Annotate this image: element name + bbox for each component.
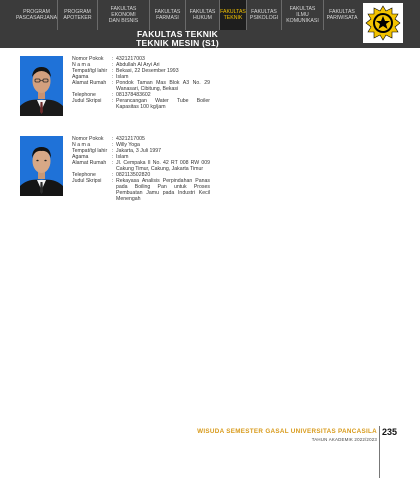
field-label: Nomor Pokok xyxy=(72,136,104,142)
footer-divider xyxy=(379,426,380,478)
detail-row: Nomor Pokok : 4321217003 xyxy=(72,56,220,62)
detail-row: Alamat Rumah : Jl. Cempaka II No. 42 RT 008 RW 009 Cakung Timur, Cakung, Jakarta Timur xyxy=(72,160,210,172)
detail-row: Agama : Islam xyxy=(72,74,220,80)
detail-row: Judul Skripsi : Perancangan Water Tube Boiler Kapasitas 100 kg/jam xyxy=(72,98,210,110)
field-value: 081378483602 xyxy=(116,92,151,98)
field-label: N a m a xyxy=(72,142,91,148)
tab-pariwisata[interactable]: FAKULTAS PARIWISATA xyxy=(326,9,358,21)
graduate-photo xyxy=(20,56,63,116)
field-label: Alamat Rumah xyxy=(72,160,107,166)
page-number: 235 xyxy=(382,427,398,437)
detail-row: Agama : Islam xyxy=(72,154,220,160)
field-label: Telephone xyxy=(72,172,96,178)
field-value: Bekasi, 22 Desember 1993 xyxy=(116,68,179,74)
tab-farmasi[interactable]: FAKULTAS FARMASI xyxy=(150,0,186,30)
faculty-tabs xyxy=(16,0,360,30)
university-emblem-icon xyxy=(363,3,403,43)
tab-hukum[interactable]: FAKULTAS HUKUM xyxy=(186,0,220,30)
detail-row: N a m a : Abdullah Al Aryi Ari xyxy=(72,62,220,68)
field-label: Agama xyxy=(72,74,89,80)
detail-row: N a m a : Willy Yoga xyxy=(72,142,220,148)
field-value: Jl. Cempaka II No. 42 RT 008 RW 009 Cakung Timur, Cakung, Jakarta Timur xyxy=(116,160,210,172)
field-value: Willy Yoga xyxy=(116,142,140,148)
footer-subtitle: TAHUN AKADEMIK 2022/2023 xyxy=(311,437,377,442)
detail-row: Telephone : 082113502820 xyxy=(72,172,220,178)
tab-psikologi[interactable]: FAKULTAS PSIKOLOGI xyxy=(247,0,282,30)
header-band xyxy=(0,0,420,48)
field-label: Judul Skripsi xyxy=(72,178,102,184)
detail-row: Telephone : 081378483602 xyxy=(72,92,220,98)
tab-pascasarjana[interactable]: PROGRAM PASCASARJANA xyxy=(16,0,58,30)
detail-row: Nomor Pokok : 4321217005 xyxy=(72,136,220,142)
field-label: Tempat/tgl lahir xyxy=(72,68,108,74)
graduate-details xyxy=(72,56,220,110)
field-value: 4321217003 xyxy=(116,56,145,62)
detail-row: Tempat/tgl lahir : Bekasi, 22 Desember 1993 xyxy=(72,68,220,74)
program-title: TEKNIK MESIN (S1) xyxy=(136,38,219,48)
field-label: Tempat/tgl lahir xyxy=(72,148,108,154)
field-label: N a m a xyxy=(72,62,91,68)
footer-title: WISUDA SEMESTER GASAL UNIVERSITAS PANCASILA xyxy=(197,428,377,435)
field-value: Rekayasa Analisis Perpindahan Panas pada Boiling Pan untuk Proses Pembuatan Jamu pada Industri Kecil Menengah xyxy=(116,178,210,202)
field-value: Islam xyxy=(116,154,129,160)
field-value: Pondok Taman Mas Blok A3 No. 29 Wanasari, Cibitung, Bekasi xyxy=(116,80,210,92)
detail-row: Tempat/tgl lahir : Jakarta, 3 Juli 1997 xyxy=(72,148,220,154)
faculty-title: FAKULTAS TEKNIK xyxy=(136,29,219,39)
field-value: 4321217005 xyxy=(116,136,145,142)
field-value: Islam xyxy=(116,74,129,80)
detail-row: Judul Skripsi : Rekayasa Analisis Perpindahan Panas pada Boiling Pan untuk Proses Pembuatan Jamu pada Industri Kecil Menengah xyxy=(72,178,210,202)
detail-row: Alamat Rumah : Pondok Taman Mas Blok A3 No. 29 Wanasari, Cibitung, Bekasi xyxy=(72,80,210,92)
tab-apoteker[interactable]: PROGRAM APOTEKER xyxy=(58,0,98,30)
graduate-details xyxy=(72,136,220,202)
field-label: Nomor Pokok xyxy=(72,56,104,62)
field-value: Perancangan Water Tube Boiler Kapasitas 100 kg/jam xyxy=(116,98,210,110)
page-title xyxy=(0,30,355,48)
tab-ilmu-komunikasi[interactable]: FAKULTAS ILMU KOMUNIKASI xyxy=(282,0,324,30)
tab-teknik[interactable]: FAKULTAS TEKNIK xyxy=(220,0,247,30)
tab-ekonomi-bisnis[interactable]: FAKULTAS EKONOMI DAN BISNIS xyxy=(98,0,150,30)
field-label: Alamat Rumah xyxy=(72,80,107,86)
field-label: Judul Skripsi xyxy=(72,98,102,104)
field-value: Abdullah Al Aryi Ari xyxy=(116,62,160,68)
field-value: 082113502820 xyxy=(116,172,151,178)
graduate-photo xyxy=(20,136,63,196)
field-label: Agama xyxy=(72,154,89,160)
field-label: Telephone xyxy=(72,92,96,98)
field-value: Jakarta, 3 Juli 1997 xyxy=(116,148,161,154)
